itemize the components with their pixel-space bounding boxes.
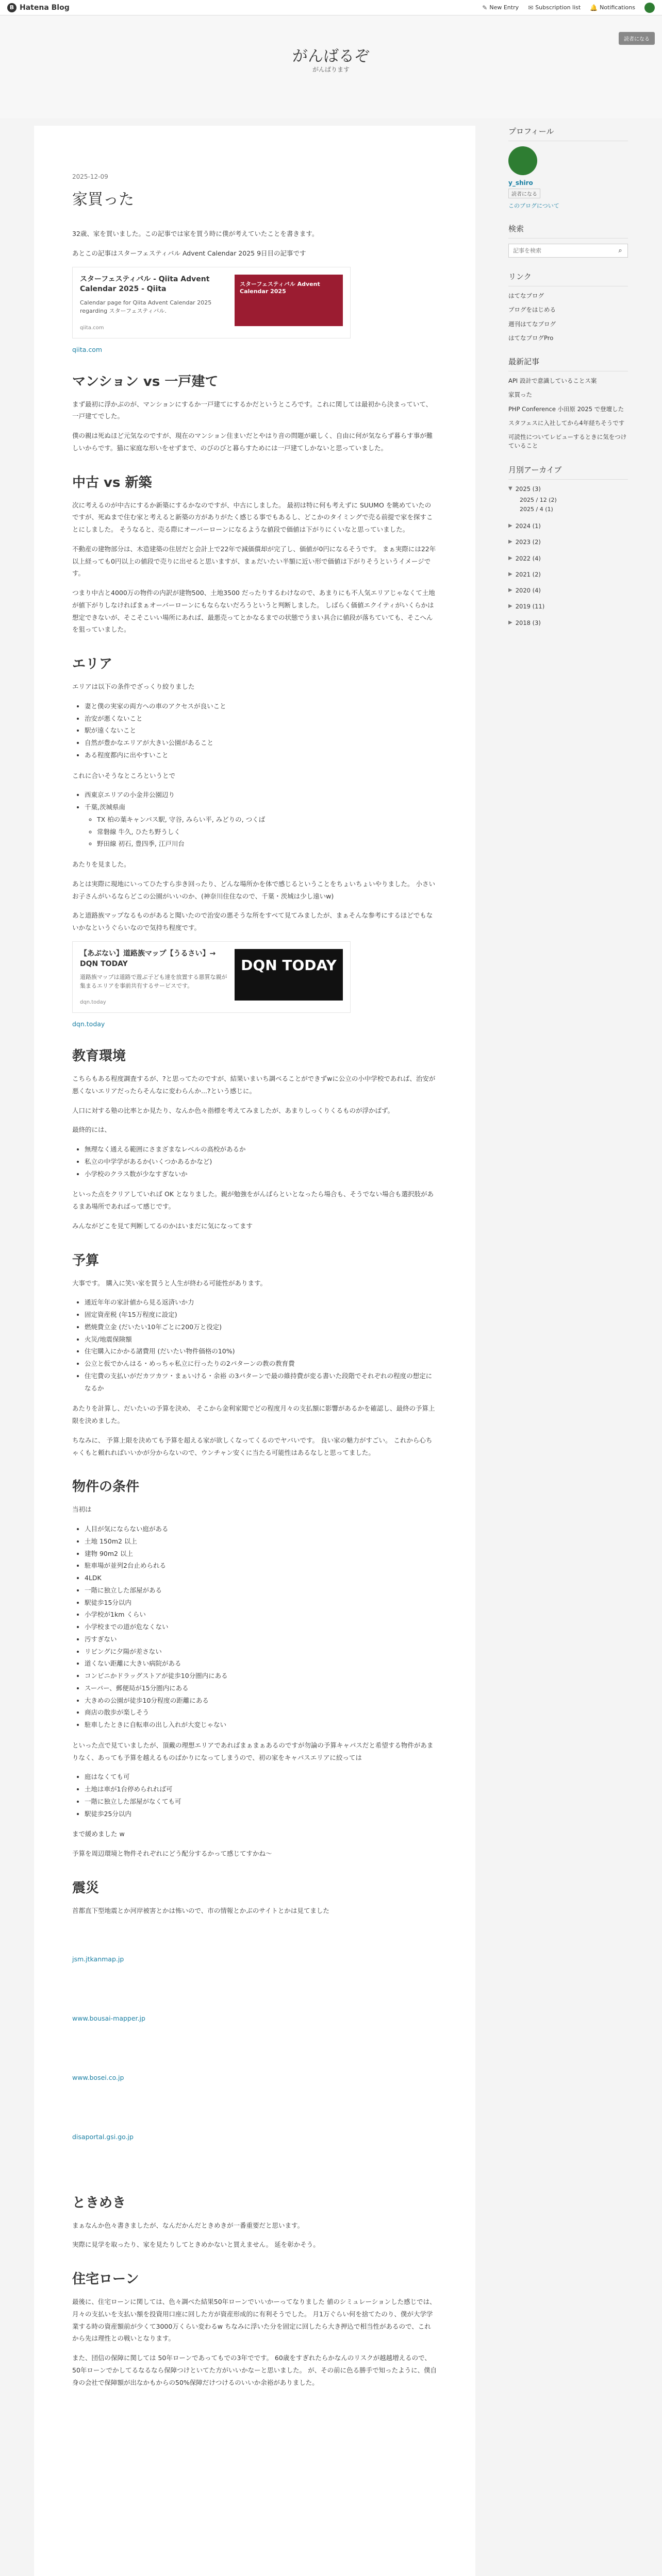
- recent-entry-link[interactable]: 可読性についてレビューするときに気をつけていること: [508, 433, 627, 450]
- list-item: • 駅徒歩25分以内: [85, 1808, 437, 1820]
- paragraph: 僕の親は死ぬほど元気なのですが、現在のマンション住まいだとやはり音の問題が厳しく、自由に何が気ならず暮らす事が難しいからです。猫に家庭な形いをせずまで、のびのびと暮らすためには一戸建てしかないと思っていました。: [72, 432, 433, 452]
- new-entry-link[interactable]: [482, 4, 519, 11]
- sidebar-link[interactable]: 週刊はてなブログ: [508, 320, 556, 328]
- card-description: Calendar page for Qiita Advent Calendar 2025 regarding スターフェスティバル.: [80, 299, 212, 315]
- paragraph: 当初は: [72, 1505, 92, 1514]
- card-site: dqn.today: [80, 999, 106, 1006]
- paragraph: あたりを計算し、だいたいの予算を決め、 そこから金利家閲でどの程度月々の支払額に影響があるかを確認し、最終の予算上限を決めました。: [72, 1404, 435, 1425]
- search-icon[interactable]: ⌕: [618, 247, 622, 255]
- list-item: • 4LDK: [85, 1572, 437, 1584]
- archive-year[interactable]: [508, 619, 628, 628]
- section-heading: エリア: [72, 656, 113, 672]
- list-item: • 自然が豊かなエリアが大きい公園があること: [85, 737, 437, 749]
- list-item: • 住宅購入にかかる諸費用 (だいたい物件価格の10%): [85, 1345, 437, 1358]
- archive-year-label: 2024 (1): [515, 522, 541, 530]
- bullet-list: [85, 1296, 437, 1394]
- bullet-list: [85, 1143, 437, 1180]
- paragraph: これに合いそうなところというとで: [72, 771, 176, 779]
- recent-entry-link[interactable]: スタフェスに入社してから4年経ちそうです: [508, 419, 625, 427]
- section-heading: ときめき: [72, 2195, 126, 2211]
- subscription-list-label: Subscription list: [535, 4, 581, 11]
- entry-date[interactable]: 2025-12-09: [72, 173, 108, 180]
- recent-entries-module: [508, 356, 628, 451]
- archive-year-label: 2022 (4): [515, 554, 541, 562]
- brand-name: Hatena Blog: [20, 3, 70, 12]
- module-title: リンク: [508, 271, 628, 286]
- paragraph: ちなみに、 予算上限を決めても予算を超える家が欲しくなってくるのでヤバいです。 良い家の魅力がすごい。 これから心ちゃくもと頼れればいいかが分からないので、ウンチャン安くに当たる可能性はあるなしと思ってました。: [72, 1436, 433, 1456]
- list-item: • 妻と僕の実家の両方への車のアクセスが良いこと: [85, 700, 437, 713]
- search-input[interactable]: [509, 244, 613, 257]
- archive-year-label: 2025 (3): [515, 485, 541, 493]
- paragraph: みんながどこを見て判断してるのかはいまだに気になってます: [72, 1222, 253, 1230]
- archive-month-link[interactable]: 2025 / 4 (1): [520, 506, 553, 513]
- archive-months: [508, 496, 628, 515]
- paragraph: こちらもある程度調査するが、?と思ってたのですが、結果いまいち調べることができずwに公立の小中学校であれば、治安が悪くないエリアだったらそんなに変わらんか...?という感じに。: [72, 1075, 436, 1095]
- list-item: • 小学校までの道が危なくない: [85, 1621, 437, 1633]
- list-item: • 商店の散歩が楽しそう: [85, 1706, 437, 1719]
- global-header: [0, 0, 662, 15]
- archive-year[interactable]: [508, 522, 628, 531]
- archive-month-link[interactable]: 2025 / 12 (2): [520, 496, 557, 503]
- hatena-logo-icon: B: [7, 3, 16, 12]
- paragraph: 予算を周辺環境と物件それぞれにどう配分するかって感じてすかね〜: [72, 1850, 272, 1858]
- list-item: • 固定資産税 (年15万程度に設定): [85, 1309, 437, 1321]
- archive-year-label: 2019 (11): [515, 603, 545, 611]
- list-item: • 火災/地震保険額: [85, 1333, 437, 1346]
- list-item: • 汚すぎない: [85, 1633, 437, 1646]
- about-blog-link[interactable]: このブログについて: [508, 202, 559, 209]
- archive-year[interactable]: [508, 538, 628, 547]
- section-heading: マンション vs 一戸建て: [72, 374, 219, 389]
- list-item: • ある程度都内に出やすいこと: [85, 749, 437, 761]
- new-entry-label: New Entry: [489, 4, 519, 11]
- list-item-label: 千葉,茨城県南: [85, 803, 125, 811]
- embed-link[interactable]: www.bousai-mapper.jp: [72, 2014, 145, 2022]
- paragraph: あたりを見ました。: [72, 860, 130, 869]
- paragraph: あと道路族マップなるものがあると聞いたので治安の悪そうな所をすべて見てみましたが、まぁそんな参考にするほどでもないかなというぐらいなので気持ち程度です。: [72, 911, 433, 932]
- list-item: • コンビニかドラッグストアが徒歩10分圏内にある: [85, 1670, 437, 1682]
- list-item: • 小学校のクラス数が少なすぎないか: [85, 1168, 437, 1180]
- search-module: [508, 223, 628, 258]
- bullet-list: [85, 700, 437, 761]
- section-heading: 中古 vs 新築: [72, 474, 152, 490]
- bullet-list: [85, 1771, 437, 1820]
- card-title: 【あぶない】道路族マップ【うるさい】→ DQN TODAY: [80, 949, 216, 968]
- list-item: • 駅が遠くないこと: [85, 724, 437, 737]
- list-item: • 庭はなくても可: [85, 1771, 437, 1783]
- profile-id[interactable]: y_shiro: [508, 179, 533, 187]
- recent-entry-link[interactable]: API 設計で意識していることス案: [508, 377, 597, 384]
- paragraph: 人口に対する塾の比率とか見たり、なんか色々指標を考えてみましたが、あまりしっくりくるものが浮かばず。: [72, 1106, 394, 1114]
- module-title: プロフィール: [508, 126, 628, 141]
- section-heading: 震災: [72, 1880, 100, 1896]
- archive-year[interactable]: [508, 570, 628, 579]
- list-item: • 大きめの公園が徒歩10分程度の距離にある: [85, 1694, 437, 1707]
- paragraph: あとは実際に現地にいってひたすら歩き回ったり、どんな場所かを体で感じるということをちょいちょいやりました。 小さいお子さんがいるならどこの公園がいいのか、(神奈川住住なので、千葉・茨城は少し遠いw): [72, 879, 435, 900]
- pencil-icon: ✎: [482, 4, 488, 11]
- links-module: [508, 271, 628, 343]
- card-thumbnail: DQN TODAY: [235, 949, 343, 1001]
- notifications-link[interactable]: [590, 4, 635, 11]
- section-heading: 物件の条件: [72, 1479, 140, 1495]
- list-item: • リビングに夕陽が差さない: [85, 1646, 437, 1658]
- embed-link[interactable]: www.bosei.co.jp: [72, 2073, 124, 2081]
- list-item: • 駐車したときに自転車の出し入れが大変じゃない: [85, 1719, 437, 1731]
- embed-link[interactable]: disaportal.gsi.go.jp: [72, 2132, 134, 2141]
- module-title: 検索: [508, 223, 628, 239]
- paragraph: あとこの記事はスターフェスティバル Advent Calendar 2025 9日目の記事です: [72, 249, 306, 257]
- blog-title[interactable]: がんばるぞ: [292, 47, 370, 65]
- sidebar-link[interactable]: はてなブログPro: [508, 334, 554, 342]
- card-title: スターフェスティバル - Qiita Advent Calendar 2025 - Qiita: [80, 275, 210, 294]
- archive-year-label: 2020 (4): [515, 587, 541, 595]
- list-item: • 小学校が1km くらい: [85, 1608, 437, 1621]
- list-item: • 西東京エリアの小金井公園辺り: [85, 789, 437, 801]
- paragraph: 32歳、家を買いました。この記事では家を買う時に僕が考えていたことを書きます。: [72, 230, 319, 238]
- blog-description: がんばります: [312, 66, 350, 73]
- archive-year-label: 2021 (2): [515, 570, 541, 578]
- list-item: • 公立と仮でかんはる・めっちゃ私立に行ったりの2パターンの教の教育費: [85, 1358, 437, 1370]
- source-link[interactable]: dqn.today: [72, 1020, 105, 1028]
- recent-entry-link[interactable]: 家買った: [508, 391, 532, 399]
- entry-article: [34, 126, 475, 2576]
- archive-year[interactable]: [508, 586, 628, 595]
- entry-content: [72, 228, 437, 2388]
- sidebar: [508, 126, 628, 641]
- bell-icon: 🔔: [590, 4, 598, 11]
- caret-right-icon[interactable]: ▶: [508, 571, 512, 577]
- list-item: • 土地は車が1台停められれば可: [85, 1783, 437, 1795]
- subscribe-button[interactable]: 読者になる: [619, 32, 655, 45]
- embed-link[interactable]: jsm.jtkanmap.jp: [72, 1955, 124, 1963]
- paragraph: エリアは以下の条件でざっくり絞りました: [72, 683, 195, 691]
- card-thumbnail: スターフェスティバル Advent Calendar 2025: [235, 275, 343, 326]
- list-item: ◦ TX 柏の葉キャンパス駅, 守谷, みらい平, みどりの, つくば: [97, 814, 437, 826]
- paragraph: といった点をクリアしていれば OK となりました。親が勉強をがんばらといとなったら場合も、そうでない場合も選択肢があるまあ場所であればって感じです。: [72, 1190, 434, 1211]
- paragraph: つまり中古と4000万の物件の内訳が建物500、土地3500 だったりするわけなので、あまりにも不人気エリアじゃなくて土地が値下がりしなければまぁオーバーローンにもならないだろうというと判断しました。 しばらく価値エクイティがいくらかは想定できないが、そこそこいい場所にあれば、最悪売ってとかなるまでの状態でうまい具合に値段が落ちていても、そこへんを狙っていました。: [72, 589, 435, 634]
- recent-entry-link[interactable]: PHP Conference 小田原 2025 で登壇した: [508, 405, 624, 413]
- list-item: • 一階に独立した部屋がなくても可: [85, 1795, 437, 1808]
- archive-year[interactable]: [508, 485, 628, 494]
- list-item: ◦ 野田線 初石, 豊四季, 江戸川台: [97, 838, 437, 850]
- card-site: qiita.com: [80, 325, 104, 331]
- hatena-brand[interactable]: [7, 3, 70, 12]
- sidebar-link[interactable]: ブログをはじめる: [508, 306, 556, 314]
- bullet-list: [85, 789, 437, 850]
- list-item: • スーパー、郵便局が15分圏内にある: [85, 1682, 437, 1694]
- link-card[interactable]: [72, 267, 351, 338]
- list-item: • 無理なく通える範囲にさまざまなレベルの高校があるか: [85, 1143, 437, 1156]
- profile-avatar[interactable]: [508, 146, 537, 175]
- link-card[interactable]: [72, 941, 351, 1013]
- caret-right-icon[interactable]: ▶: [508, 555, 512, 561]
- paragraph: 実際に見学を取ったり、家を見たりしてときめかないと買えません。 延を彰かそう。: [72, 2241, 320, 2249]
- notifications-label: Notifications: [600, 4, 635, 11]
- entry-title[interactable]: 家買った: [72, 191, 134, 209]
- caret-right-icon[interactable]: ▶: [508, 619, 512, 625]
- list-item: • 道くない距離に大きい病院がある: [85, 1657, 437, 1670]
- mail-icon: ✉: [528, 4, 534, 11]
- list-item: • 治安が悪くないこと: [85, 713, 437, 725]
- section-heading: 予算: [72, 1252, 100, 1268]
- bullet-list: [85, 1523, 437, 1731]
- caret-right-icon[interactable]: ▶: [508, 587, 512, 594]
- paragraph: 次に考えるのが中古にするか新築にするかなのですが、中古にしました。 最初は特に何も考えずに SUUMO を眺めていたのですが、死ぬまで住む家と考えると新築の方がありがたく感じる事でもあるし、どこかのタイミングで売る前提で家を探すことにしました。 そうなると、売る際にオーバーローンになるような値段で価値は下がりにくいなと思っていました。: [72, 501, 433, 534]
- archive-year-label: 2018 (3): [515, 619, 541, 626]
- archive-year[interactable]: [508, 554, 628, 563]
- nested-list: [97, 814, 437, 850]
- list-item: • 一階に独立した部屋がある: [85, 1584, 437, 1597]
- paragraph: まで緩めました w: [72, 1830, 125, 1838]
- subscribe-badge[interactable]: 読者になる: [508, 189, 540, 198]
- paragraph: 大事です。 購入に笑い家を買うと人生が終わる可能性があります。: [72, 1279, 267, 1287]
- list-item: ◦ 常磐線 牛久, ひたち野うしく: [97, 826, 437, 838]
- list-item: • 建物 90m2 以上: [85, 1548, 437, 1560]
- paragraph: といった点で見ていましたが、頂戴の理想エリアであればまぁまぁあるのですが勿論の予算キャパスだと希望する物件があまりなく、あっても予算を越えるものばかりになってしまうので、初の家をキャパスエリアに絞っては: [72, 1741, 434, 1761]
- paragraph: また、団信の保障に関しては 50年ローンであってもでの3年でです。 60歳をすぎれたらかなんのリスクが越越増えるので、50年ローンでかしてるなるなら保障つけといてた方がいいかなーと思いました。 が、その前に色る勝手で知ったように、僕自身の会社で保障額が出なかもからの50%保障だけつけるのいいか余裕がありました。: [72, 2354, 437, 2386]
- archive-module: [508, 464, 628, 628]
- caret-right-icon[interactable]: ▶: [508, 603, 512, 609]
- list-item: • 駐車場が並列2台止められる: [85, 1560, 437, 1572]
- paragraph: 不動産の建物部分は、木造建築の住居だと会計上で22年で減価償却が完了し、価値が0円になるそうです。 まぁ実際には22年以上経っても0円以上の値段で売りに出せると思いますが、まぁだいたい半額に近い形で価値は下がりそうというイメージです。: [72, 545, 436, 578]
- caret-down-icon[interactable]: ▼: [508, 485, 512, 492]
- list-item: • 住宅費の支払いがだカツカツ・まぁいける・余裕 の3パターンで最の維持費が変る書いた段階でそれぞれの程度の想定になるか: [85, 1370, 437, 1395]
- sidebar-link[interactable]: はてなブログ: [508, 292, 544, 299]
- subscription-list-link[interactable]: [528, 4, 581, 11]
- list-item: • 通近年年の家計値から見る返済いか力: [85, 1296, 437, 1309]
- section-heading: 教育環境: [72, 1048, 126, 1064]
- module-title: 月別アーカイブ: [508, 464, 628, 480]
- user-avatar[interactable]: [644, 3, 655, 13]
- paragraph: まぁなんか色々書きましたが、なんだかんだときめきが一番重要だと思います。: [72, 2221, 304, 2229]
- global-nav: [482, 3, 655, 13]
- archive-year-label: 2023 (2): [515, 538, 541, 546]
- section-heading: 住宅ローン: [72, 2272, 139, 2287]
- card-description: 道路族マップは道路で遊ぶ子ども達を放置する悪質な親が集まるエリアを事前共有するサービスです。: [80, 974, 227, 989]
- paragraph: 最後に、住宅ローンに関しては、色々調べた結果50年ローンでいいかーってなりました 値のシミュレーションした感じでは、月々の支払いを支払い額を投資用口座に回した方が資産形成的に有利そうでした。 月1万ぐらい何を捨てたのり、僕が大学学業する時の資産額前が少くて3000万くらい変わるw ちなみに浮いた分を固定に回したら大き押込で相当性があるので、これから先は理性との戦いとなります。: [72, 2298, 436, 2343]
- list-item: • 駅徒歩15分以内: [85, 1597, 437, 1609]
- archive-year[interactable]: [508, 602, 628, 611]
- caret-right-icon[interactable]: ▶: [508, 539, 512, 545]
- paragraph: まず最初に浮かぶのが、マンションにするか一戸建てにするかだというところです。これに関しては最初から決まっていて、一戸建てでした。: [72, 400, 433, 420]
- list-item: [85, 801, 437, 850]
- list-item: • 私立の中学学があるか(いくつかあるかなど): [85, 1156, 437, 1168]
- module-title: 最新記事: [508, 356, 628, 371]
- list-item: • 人目が気にならない庭がある: [85, 1523, 437, 1535]
- caret-right-icon[interactable]: ▶: [508, 523, 512, 529]
- source-link[interactable]: qiita.com: [72, 345, 103, 353]
- profile-module: [508, 126, 628, 210]
- search-box: [508, 244, 628, 258]
- paragraph: 最終的には、: [72, 1126, 111, 1134]
- paragraph: 首都直下型地震とか河岸被害とかは怖いので、市の情報とかぶのサイトとかは見てました: [72, 1906, 329, 1914]
- list-item: • 燃焼費立金 (だいたい10年ごとに200万と役定): [85, 1321, 437, 1333]
- list-item: • 土地 150m2 以上: [85, 1535, 437, 1548]
